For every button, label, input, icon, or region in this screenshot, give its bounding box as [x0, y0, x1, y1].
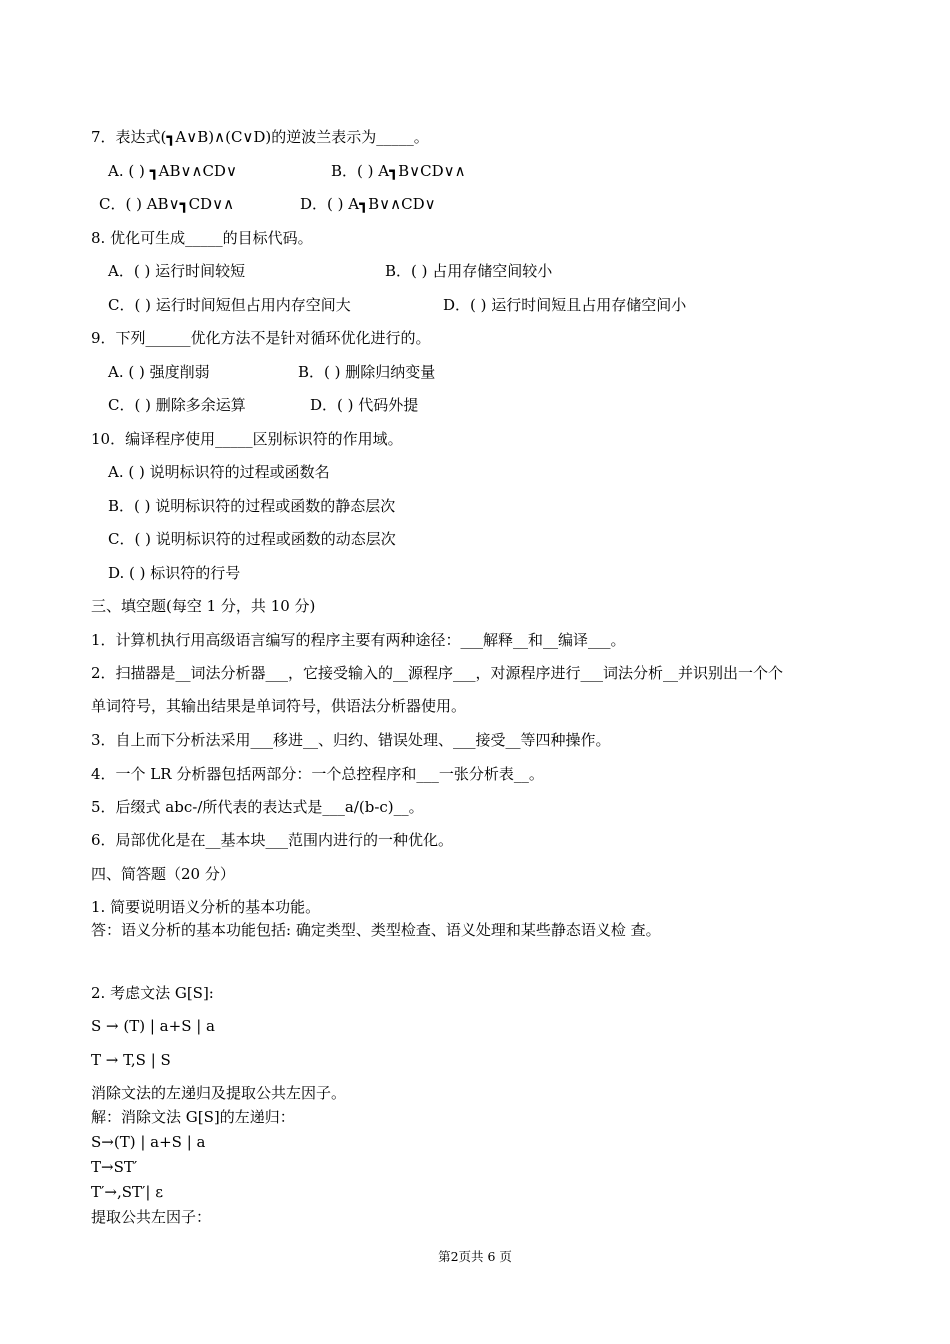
q7-option-b: B．( ) A┓B∨CD∨∧ [331, 162, 466, 180]
grammar-rule-t: T → T,S | S [91, 1051, 171, 1069]
fill-item-3: 3．自上而下分析法采用___移进__、归约、错误处理、___接受__等四种操作。 [91, 731, 611, 749]
short-answer-a1: 答：语义分析的基本功能包括: 确定类型、类型检查、语义处理和某些静态语义检 查。 [91, 921, 661, 939]
grammar-rule-s: S → (T) | a+S | a [91, 1017, 215, 1035]
q7-option-a: A. ( ) ┓AB∨∧CD∨ [108, 162, 237, 180]
q7-option-c: C．( ) AB∨┓CD∨∧ [99, 195, 235, 213]
q9-option-b: B．( ) 删除归纳变量 [298, 363, 436, 381]
fill-item-5: 5．后缀式 abc-/所代表的表达式是___a/(b-c)__。 [91, 798, 424, 816]
q2-instruction: 消除文法的左递归及提取公共左因子。 [91, 1084, 347, 1102]
q10-option-d: D. ( ) 标识符的行号 [108, 564, 241, 582]
solution-left-factor: 提取公共左因子： [91, 1208, 212, 1226]
q7-option-d: D．( ) A┓B∨∧CD∨ [300, 195, 436, 213]
solution-rule-t: T→ST′ [91, 1158, 138, 1176]
question-8: 8. 优化可生成_____的目标代码。 [91, 229, 313, 247]
q9-option-d: D．( ) 代码外提 [310, 396, 419, 414]
fill-item-2: 2．扫描器是__词法分析器___，它接受输入的__源程序___，对源程序进行___词法分析__并识别出一个个 [91, 664, 784, 682]
q10-option-c: C．( ) 说明标识符的过程或函数的动态层次 [108, 530, 396, 548]
question-9: 9．下列______优化方法不是针对循环优化进行的。 [91, 329, 431, 347]
short-answer-q2: 2. 考虑文法 G[S]: [91, 984, 214, 1002]
q9-option-c: C．( ) 删除多余运算 [108, 396, 246, 414]
fill-item-4: 4．一个 LR 分析器包括两部分：一个总控程序和___一张分析表__。 [91, 765, 544, 783]
q10-option-a: A. ( ) 说明标识符的过程或函数名 [108, 463, 330, 481]
short-answer-q1: 1. 简要说明语义分析的基本功能。 [91, 898, 321, 916]
solution-rule-s: S→(T) | a+S | a [91, 1133, 206, 1151]
fill-item-2-cont: 单词符号，其输出结果是单词符号，供语法分析器使用。 [91, 697, 467, 715]
q8-option-a: A．( ) 运行时间较短 [108, 262, 246, 280]
solution-rule-t-prime: T′→,ST′| ε [91, 1183, 164, 1201]
fill-item-1: 1．计算机执行用高级语言编写的程序主要有两种途径：___解释__和__编译___。 [91, 631, 626, 649]
q8-option-b: B．( ) 占用存储空间较小 [385, 262, 553, 280]
section-short-answer-heading: 四、简答题（20 分） [91, 865, 235, 883]
q9-option-a: A. ( ) 强度削弱 [108, 363, 210, 381]
solution-intro: 解：消除文法 G[S]的左递归： [91, 1108, 295, 1126]
question-10: 10．编译程序使用_____区别标识符的作用域。 [91, 430, 403, 448]
q10-option-b: B．( ) 说明标识符的过程或函数的静态层次 [108, 497, 396, 515]
page-footer: 第2页共 6 页 [438, 1249, 512, 1264]
section-fill-in-heading: 三、填空题(每空 1 分，共 10 分) [91, 597, 316, 615]
question-7: 7．表达式(┓A∨B)∧(C∨D)的逆波兰表示为_____。 [91, 128, 429, 146]
q8-option-c: C．( ) 运行时间短但占用内存空间大 [108, 296, 351, 314]
fill-item-6: 6．局部优化是在__基本块___范围内进行的一种优化。 [91, 831, 454, 849]
q8-option-d: D．( ) 运行时间短且占用存储空间小 [443, 296, 687, 314]
